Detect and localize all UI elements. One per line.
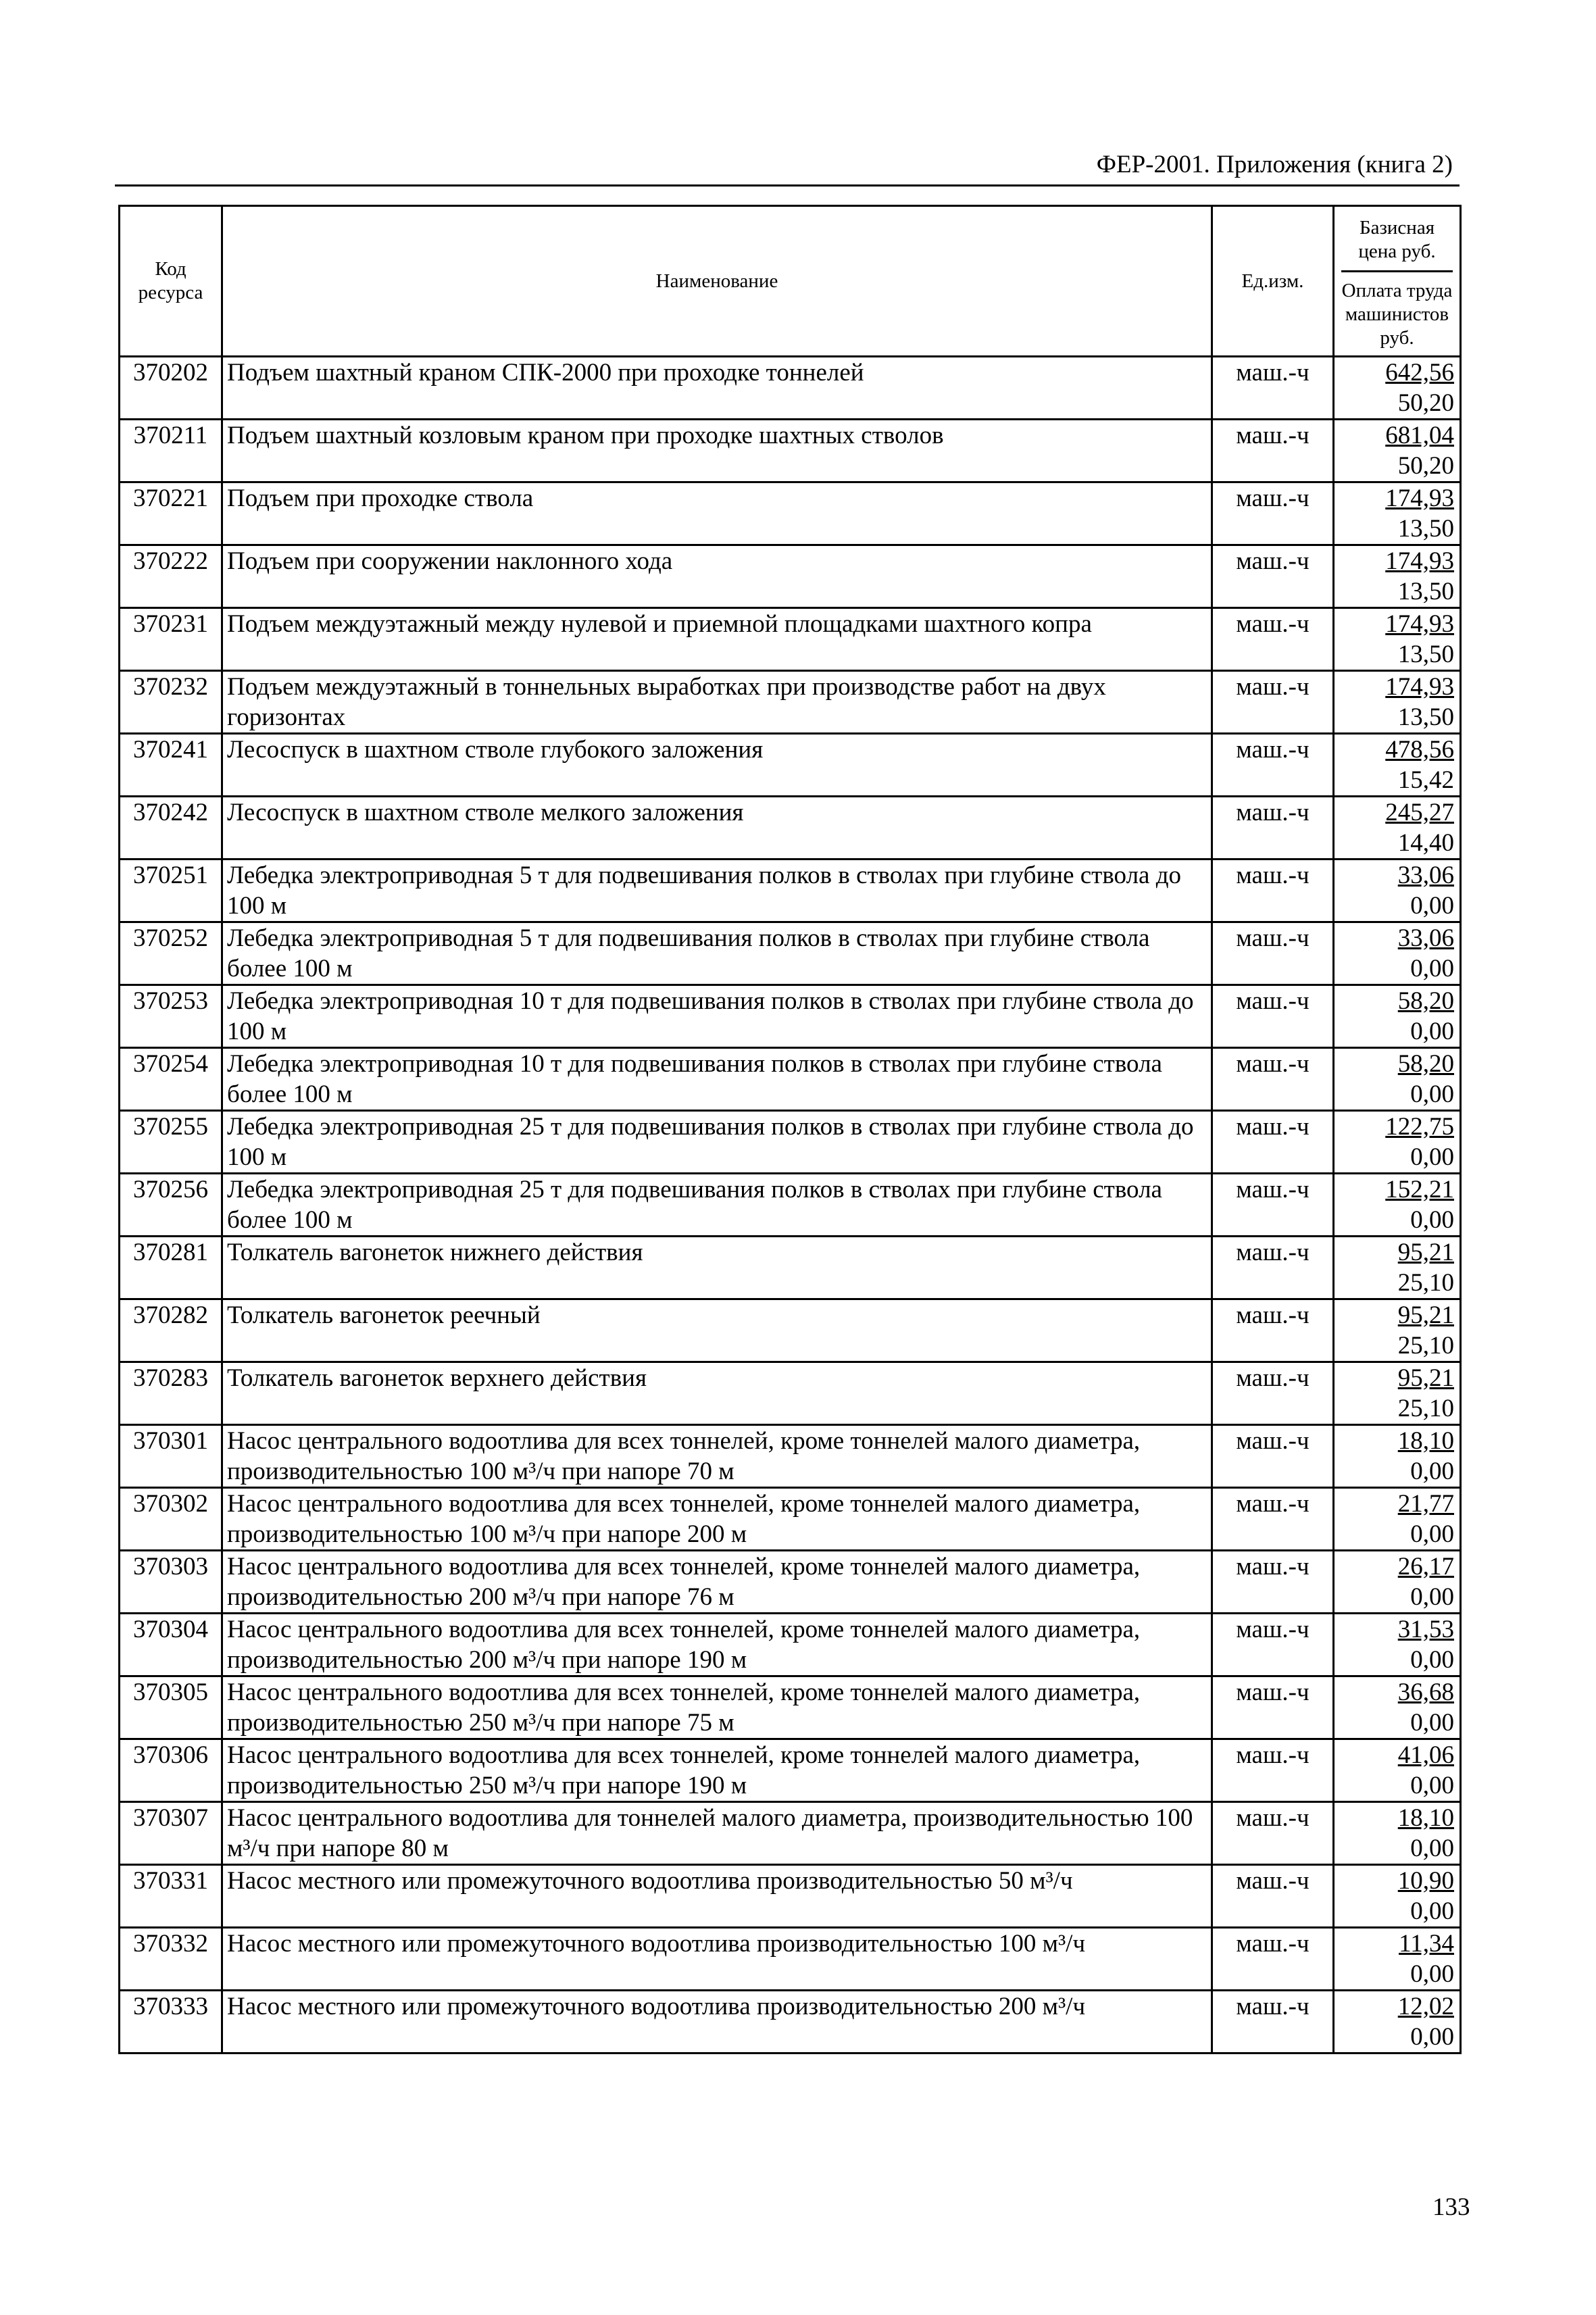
resource-name: Толкатель вагонеток нижнего действия xyxy=(222,1237,1212,1299)
resource-unit: маш.-ч xyxy=(1212,1739,1334,1802)
base-price: 41,06 xyxy=(1397,1741,1454,1769)
resource-code: 370331 xyxy=(120,1865,222,1928)
operator-wage: 0,00 xyxy=(1410,1520,1454,1548)
resource-code: 370301 xyxy=(120,1425,222,1488)
resource-price-cell xyxy=(1334,1174,1461,1237)
resource-code: 370281 xyxy=(120,1237,222,1299)
resource-unit: маш.-ч xyxy=(1212,734,1334,797)
resource-code: 370332 xyxy=(120,1928,222,1991)
table-row xyxy=(120,420,1461,482)
resource-price-cell xyxy=(1334,1802,1461,1865)
resource-unit: маш.-ч xyxy=(1212,1048,1334,1111)
operator-wage: 0,00 xyxy=(1410,1646,1454,1674)
header-code: Код ресурса xyxy=(120,206,222,357)
resource-name: Лебедка электроприводная 5 т для подвешивания полков в стволах при глубине ствола до 100 м xyxy=(222,860,1212,922)
resource-code: 370333 xyxy=(120,1991,222,2053)
resource-price-cell xyxy=(1334,1048,1461,1111)
resource-name: Насос центрального водоотлива для всех тоннелей, кроме тоннелей малого диаметра, производительностью 100 м³/ч при напоре 200 м xyxy=(222,1488,1212,1551)
resource-price-cell xyxy=(1334,1488,1461,1551)
page-number: 133 xyxy=(1432,2193,1470,2221)
table-row xyxy=(120,357,1461,420)
resource-unit: маш.-ч xyxy=(1212,1237,1334,1299)
resource-price-cell xyxy=(1334,1425,1461,1488)
header-price xyxy=(1334,206,1461,357)
base-price: 58,20 xyxy=(1397,1050,1454,1078)
resource-price-cell xyxy=(1334,985,1461,1048)
resource-price-cell xyxy=(1334,922,1461,985)
resource-unit: маш.-ч xyxy=(1212,797,1334,860)
resource-code: 370303 xyxy=(120,1551,222,1614)
resource-price-table xyxy=(118,205,1462,2054)
table-row xyxy=(120,1865,1461,1928)
resource-unit: маш.-ч xyxy=(1212,1551,1334,1614)
resource-unit: маш.-ч xyxy=(1212,482,1334,545)
resource-name: Лесоспуск в шахтном стволе глубокого заложения xyxy=(222,734,1212,797)
operator-wage: 13,50 xyxy=(1397,578,1454,605)
operator-wage: 0,00 xyxy=(1410,1206,1454,1234)
table-row xyxy=(120,1111,1461,1174)
table-body xyxy=(120,357,1461,2053)
table-row xyxy=(120,1928,1461,1991)
resource-price-cell xyxy=(1334,608,1461,671)
table-row xyxy=(120,1174,1461,1237)
operator-wage: 13,50 xyxy=(1397,703,1454,731)
resource-unit: маш.-ч xyxy=(1212,545,1334,608)
operator-wage: 25,10 xyxy=(1397,1395,1454,1422)
running-header xyxy=(115,147,1460,186)
base-price: 95,21 xyxy=(1397,1301,1454,1329)
resource-unit: маш.-ч xyxy=(1212,1802,1334,1865)
operator-wage: 50,20 xyxy=(1397,452,1454,480)
operator-wage: 0,00 xyxy=(1410,1458,1454,1485)
operator-wage: 25,10 xyxy=(1397,1269,1454,1297)
resource-name: Толкатель вагонеток верхнего действия xyxy=(222,1362,1212,1425)
table-row xyxy=(120,1676,1461,1739)
table-row xyxy=(120,1991,1461,2053)
resource-price-cell xyxy=(1334,1928,1461,1991)
base-price: 10,90 xyxy=(1397,1867,1454,1895)
resource-price-cell xyxy=(1334,1362,1461,1425)
resource-unit: маш.-ч xyxy=(1212,420,1334,482)
table-row xyxy=(120,1739,1461,1802)
resource-name: Лебедка электроприводная 25 т для подвешивания полков в стволах при глубине ствола более 100 м xyxy=(222,1174,1212,1237)
resource-price-cell xyxy=(1334,1237,1461,1299)
operator-wage: 50,20 xyxy=(1397,389,1454,417)
resource-price-cell xyxy=(1334,1865,1461,1928)
resource-code: 370282 xyxy=(120,1299,222,1362)
resource-name: Подъем междуэтажный между нулевой и приемной площадками шахтного копра xyxy=(222,608,1212,671)
resource-unit: маш.-ч xyxy=(1212,1111,1334,1174)
resource-name: Подъем при сооружении наклонного хода xyxy=(222,545,1212,608)
resource-code: 370202 xyxy=(120,357,222,420)
resource-price-cell xyxy=(1334,860,1461,922)
resource-price-cell xyxy=(1334,1676,1461,1739)
base-price: 21,77 xyxy=(1397,1490,1454,1518)
resource-unit: маш.-ч xyxy=(1212,1676,1334,1739)
table-row xyxy=(120,734,1461,797)
base-price: 642,56 xyxy=(1385,359,1454,387)
resource-code: 370254 xyxy=(120,1048,222,1111)
base-price: 245,27 xyxy=(1385,799,1454,826)
resource-code: 370252 xyxy=(120,922,222,985)
resource-name: Насос местного или промежуточного водоотлива производительностью 200 м³/ч xyxy=(222,1991,1212,2053)
base-price: 95,21 xyxy=(1397,1364,1454,1392)
resource-price-cell xyxy=(1334,734,1461,797)
resource-price-cell xyxy=(1334,797,1461,860)
resource-price-cell xyxy=(1334,420,1461,482)
base-price: 478,56 xyxy=(1385,736,1454,764)
table-row xyxy=(120,860,1461,922)
resource-price-cell xyxy=(1334,1111,1461,1174)
resource-code: 370307 xyxy=(120,1802,222,1865)
resource-code: 370305 xyxy=(120,1676,222,1739)
base-price: 31,53 xyxy=(1397,1616,1454,1643)
resource-code: 370242 xyxy=(120,797,222,860)
table-row xyxy=(120,482,1461,545)
resource-name: Насос местного или промежуточного водоотлива производительностью 50 м³/ч xyxy=(222,1865,1212,1928)
operator-wage: 0,00 xyxy=(1410,1897,1454,1925)
base-price: 12,02 xyxy=(1397,1993,1454,2020)
base-price: 11,34 xyxy=(1399,1930,1454,1958)
table-row xyxy=(120,1802,1461,1865)
resource-unit: маш.-ч xyxy=(1212,1362,1334,1425)
base-price: 681,04 xyxy=(1385,422,1454,449)
resource-code: 370283 xyxy=(120,1362,222,1425)
resource-code: 370302 xyxy=(120,1488,222,1551)
resource-code: 370231 xyxy=(120,608,222,671)
resource-code: 370255 xyxy=(120,1111,222,1174)
operator-wage: 0,00 xyxy=(1410,1709,1454,1737)
resource-name: Насос центрального водоотлива для всех тоннелей, кроме тоннелей малого диаметра, производительностью 250 м³/ч при напоре 190 м xyxy=(222,1739,1212,1802)
operator-wage: 0,00 xyxy=(1410,1960,1454,1988)
base-price: 33,06 xyxy=(1397,862,1454,889)
header-unit: Ед.изм. xyxy=(1212,206,1334,357)
resource-price-cell xyxy=(1334,1551,1461,1614)
resource-name: Толкатель вагонеток реечный xyxy=(222,1299,1212,1362)
table-row xyxy=(120,922,1461,985)
operator-wage: 13,50 xyxy=(1397,515,1454,543)
operator-wage: 0,00 xyxy=(1410,892,1454,920)
base-price: 122,75 xyxy=(1385,1113,1454,1141)
resource-code: 370241 xyxy=(120,734,222,797)
resource-unit: маш.-ч xyxy=(1212,1174,1334,1237)
operator-wage: 0,00 xyxy=(1410,1018,1454,1045)
header-base-price: Базисная цена руб. xyxy=(1341,207,1453,272)
resource-name: Насос центрального водоотлива для всех тоннелей, кроме тоннелей малого диаметра, производительностью 200 м³/ч при напоре 76 м xyxy=(222,1551,1212,1614)
base-price: 18,10 xyxy=(1397,1427,1454,1455)
operator-wage: 0,00 xyxy=(1410,1835,1454,1862)
resource-name: Подъем междуэтажный в тоннельных выработках при производстве работ на двух горизонтах xyxy=(222,671,1212,734)
resource-unit: маш.-ч xyxy=(1212,1425,1334,1488)
header-wage: Оплата труда машинистов руб. xyxy=(1341,280,1453,349)
table-row xyxy=(120,985,1461,1048)
resource-code: 370306 xyxy=(120,1739,222,1802)
operator-wage: 0,00 xyxy=(1410,1583,1454,1611)
base-price: 174,93 xyxy=(1385,547,1454,575)
resource-code: 370232 xyxy=(120,671,222,734)
resource-unit: маш.-ч xyxy=(1212,1299,1334,1362)
table-row xyxy=(120,1048,1461,1111)
operator-wage: 0,00 xyxy=(1410,2023,1454,2051)
base-price: 18,10 xyxy=(1397,1804,1454,1832)
operator-wage: 0,00 xyxy=(1410,955,1454,982)
resource-price-cell xyxy=(1334,357,1461,420)
resource-name: Лебедка электроприводная 5 т для подвешивания полков в стволах при глубине ствола более 100 м xyxy=(222,922,1212,985)
resource-name: Лебедка электроприводная 10 т для подвешивания полков в стволах при глубине ствола более 100 м xyxy=(222,1048,1212,1111)
resource-unit: маш.-ч xyxy=(1212,357,1334,420)
operator-wage: 0,00 xyxy=(1410,1080,1454,1108)
table-row xyxy=(120,1488,1461,1551)
resource-unit: маш.-ч xyxy=(1212,1991,1334,2053)
resource-name: Подъем шахтный козловым краном при проходке шахтных стволов xyxy=(222,420,1212,482)
resource-price-cell xyxy=(1334,671,1461,734)
table-header-row xyxy=(120,206,1461,357)
resource-code: 370211 xyxy=(120,420,222,482)
resource-name: Лебедка электроприводная 10 т для подвешивания полков в стволах при глубине ствола до 100 м xyxy=(222,985,1212,1048)
resource-unit: маш.-ч xyxy=(1212,860,1334,922)
resource-unit: маш.-ч xyxy=(1212,608,1334,671)
resource-price-cell xyxy=(1334,545,1461,608)
resource-name: Лебедка электроприводная 25 т для подвешивания полков в стволах при глубине ствола до 100 м xyxy=(222,1111,1212,1174)
resource-unit: маш.-ч xyxy=(1212,1614,1334,1676)
resource-code: 370221 xyxy=(120,482,222,545)
base-price: 174,93 xyxy=(1385,484,1454,512)
resource-unit: маш.-ч xyxy=(1212,1928,1334,1991)
table-row xyxy=(120,1299,1461,1362)
resource-price-cell xyxy=(1334,1991,1461,2053)
resource-code: 370251 xyxy=(120,860,222,922)
table-row xyxy=(120,1425,1461,1488)
resource-name: Насос центрального водоотлива для всех тоннелей, кроме тоннелей малого диаметра, производительностью 250 м³/ч при напоре 75 м xyxy=(222,1676,1212,1739)
resource-code: 370304 xyxy=(120,1614,222,1676)
resource-unit: маш.-ч xyxy=(1212,671,1334,734)
resource-price-cell xyxy=(1334,482,1461,545)
base-price: 33,06 xyxy=(1397,924,1454,952)
resource-unit: маш.-ч xyxy=(1212,985,1334,1048)
table-row xyxy=(120,671,1461,734)
resource-code: 370256 xyxy=(120,1174,222,1237)
operator-wage: 0,00 xyxy=(1410,1772,1454,1799)
table-row xyxy=(120,545,1461,608)
resource-code: 370222 xyxy=(120,545,222,608)
operator-wage: 14,40 xyxy=(1397,829,1454,857)
resource-name: Подъем при проходке ствола xyxy=(222,482,1212,545)
base-price: 58,20 xyxy=(1397,987,1454,1015)
resource-code: 370253 xyxy=(120,985,222,1048)
table-row xyxy=(120,1237,1461,1299)
resource-price-cell xyxy=(1334,1614,1461,1676)
header-name: Наименование xyxy=(222,206,1212,357)
resource-name: Подъем шахтный краном СПК-2000 при проходке тоннелей xyxy=(222,357,1212,420)
table-row xyxy=(120,1551,1461,1614)
operator-wage: 13,50 xyxy=(1397,641,1454,668)
table-row xyxy=(120,608,1461,671)
resource-name: Насос центрального водоотлива для всех тоннелей, кроме тоннелей малого диаметра, производительностью 100 м³/ч при напоре 70 м xyxy=(222,1425,1212,1488)
base-price: 26,17 xyxy=(1397,1553,1454,1580)
resource-price-cell xyxy=(1334,1299,1461,1362)
running-header-title: ФЕР-2001. Приложения (книга 2) xyxy=(1096,151,1453,178)
base-price: 95,21 xyxy=(1397,1239,1454,1266)
resource-name: Насос центрального водоотлива для всех тоннелей, кроме тоннелей малого диаметра, производительностью 200 м³/ч при напоре 190 м xyxy=(222,1614,1212,1676)
resource-name: Насос местного или промежуточного водоотлива производительностью 100 м³/ч xyxy=(222,1928,1212,1991)
base-price: 174,93 xyxy=(1385,610,1454,638)
resource-name: Лесоспуск в шахтном стволе мелкого заложения xyxy=(222,797,1212,860)
resource-unit: маш.-ч xyxy=(1212,922,1334,985)
resource-price-cell xyxy=(1334,1739,1461,1802)
base-price: 36,68 xyxy=(1397,1678,1454,1706)
resource-name: Насос центрального водоотлива для тоннелей малого диаметра, производительностью 100 м³/ч при напоре 80 м xyxy=(222,1802,1212,1865)
table-row xyxy=(120,1614,1461,1676)
base-price: 152,21 xyxy=(1385,1176,1454,1203)
operator-wage: 25,10 xyxy=(1397,1332,1454,1360)
operator-wage: 0,00 xyxy=(1410,1143,1454,1171)
table-row xyxy=(120,1362,1461,1425)
base-price: 174,93 xyxy=(1385,673,1454,701)
table-row xyxy=(120,797,1461,860)
resource-unit: маш.-ч xyxy=(1212,1488,1334,1551)
operator-wage: 15,42 xyxy=(1397,766,1454,794)
resource-unit: маш.-ч xyxy=(1212,1865,1334,1928)
